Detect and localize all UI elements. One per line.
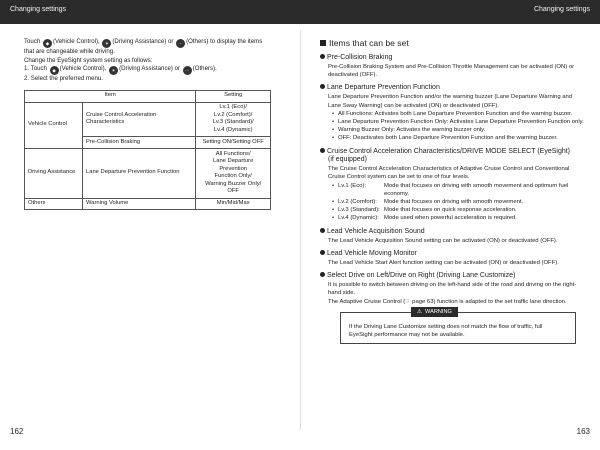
bullet-dot-icon xyxy=(320,54,325,59)
intro-text-part: Change the EyeSight system setting as follows: xyxy=(24,56,153,64)
list-item: • Lane Departure Prevention Function Only: Activates Lane Departure Prevention Function only. xyxy=(332,118,586,126)
level-key: • Lv.4 (Dynamic): xyxy=(332,214,384,222)
table-cell-setting xyxy=(196,148,271,198)
item-title xyxy=(320,271,586,280)
item-select-drive-side xyxy=(320,271,586,307)
step-text: (Driving Assistance) or xyxy=(119,65,182,73)
setting-line: OFF xyxy=(227,188,239,195)
bullet-dot-icon xyxy=(320,250,325,255)
level-key: • Lv.3 (Standard): xyxy=(332,206,384,214)
item-title-text: Pre-Collision Braking xyxy=(327,54,393,61)
item-title-text: Cruise Control Acceleration Characteristics/DRIVE MODE SELECT (EyeSight) xyxy=(327,147,571,155)
section-title-text: Items that can be set xyxy=(329,38,409,48)
page-divider xyxy=(300,30,301,430)
steering-icon: ✶ xyxy=(102,39,111,48)
table-cell-category: Driving Assistance xyxy=(25,148,83,198)
level-key: • Lv.2 (Comfort): xyxy=(332,198,384,206)
list-item xyxy=(332,182,586,198)
list-item: • OFF: Deactivates both Lane Departure Prevention Function and the warning buzzer. xyxy=(332,134,586,142)
setting-line: Lv.3 (Standard)/ xyxy=(212,119,254,126)
level-value: Mode used when powerful acceleration is required. xyxy=(384,215,517,222)
table-cell-item: Cruise Control Acceleration Characteristics xyxy=(83,102,196,137)
level-value: Mode that focuses on quick response acceleration. xyxy=(384,207,517,214)
list-item xyxy=(332,206,586,214)
intro-text-part: that are changeable while driving. xyxy=(24,48,115,55)
intro-text-part: (Others) to display the items xyxy=(186,38,263,45)
table-row xyxy=(25,148,271,198)
item-title xyxy=(320,53,586,62)
item-description: It is possible to switch between driving on the left-hand side of the road and driving on the right-hand side. xyxy=(328,282,577,297)
settings-table xyxy=(24,90,271,211)
table-header-row xyxy=(25,90,271,102)
header-right-title: Changing settings xyxy=(533,6,590,13)
table-cell-setting: Setting ON/Setting OFF xyxy=(196,137,271,149)
item-title-text: Select Drive on Left/Drive on Right (Driving Lane Customize) xyxy=(327,272,516,280)
warning-triangle-icon: ⚠ xyxy=(417,308,423,315)
item-title-text: Lane Departure Prevention Function xyxy=(327,84,440,92)
warning-box xyxy=(340,308,576,344)
item-description: The Lead Vehicle Acquisition Sound setting can be activated (ON) or deactivated (OFF). xyxy=(328,237,558,244)
list-item xyxy=(332,214,586,222)
dots-icon: ⋯ xyxy=(176,39,185,48)
table-cell-setting: Min/Mid/Max xyxy=(196,198,271,210)
square-bullet-icon xyxy=(320,40,326,46)
bullet-dot-icon xyxy=(320,272,325,277)
setting-line: Warning Buzzer Only/ xyxy=(205,180,262,187)
page-number-right: 163 xyxy=(576,427,590,436)
table-cell-category: Others xyxy=(25,198,83,210)
item-description: The Adaptive Cruise Control (☞ page 63) function is adapted to the set traffic lane direction. xyxy=(328,299,567,306)
page-number-left: 162 xyxy=(10,427,24,436)
item-title-text: Lead Vehicle Acquisition Sound xyxy=(327,227,425,235)
table-row xyxy=(25,102,271,137)
setting-line: All Functions/ xyxy=(215,150,251,157)
list-item: • All Functions: Activates both Lane Departure Prevention Function and the warning buzzer. xyxy=(332,110,586,118)
table-cell-setting xyxy=(196,102,271,137)
intro-text-part: (Vehicle Control), xyxy=(52,38,102,45)
table-cell-item: Warning Volume xyxy=(83,198,196,210)
item-lead-vehicle-moving-monitor xyxy=(320,249,586,267)
item-pre-collision-braking xyxy=(320,53,586,79)
setting-line: Lv.4 (Dynamic) xyxy=(213,126,253,133)
warning-label: WARNING xyxy=(425,308,452,315)
car-icon: ◆ xyxy=(50,66,59,75)
item-description: The Lead Vehicle Start Alert function setting can be activated (ON) or deactivated (OFF). xyxy=(328,259,559,266)
bullet-dot-icon xyxy=(320,148,325,153)
warning-text: If the Driving Lane Customize setting does not match the flow of traffic, full EyeSight performance may not be available. xyxy=(349,323,543,338)
warning-badge xyxy=(411,307,458,317)
table-cell-category: Vehicle Control xyxy=(25,102,83,148)
step-text: 1. Touch xyxy=(24,65,49,73)
table-cell-item: Pre-Collision Braking xyxy=(83,137,196,149)
intro-text-part: (Driving Assistance) or xyxy=(112,38,176,45)
item-cruise-control xyxy=(320,147,586,223)
car-icon: ◆ xyxy=(43,39,52,48)
intro-text xyxy=(24,38,282,84)
setting-line: Lv.2 (Comfort)/ xyxy=(214,111,253,118)
item-title-text: Lead Vehicle Moving Monitor xyxy=(327,249,417,257)
step-text: (Others). xyxy=(192,65,217,73)
item-title xyxy=(320,147,586,156)
item-description: Lane Departure Prevention Function and/or the warning buzzer (Lane Departure Warning and Lane Sway Warning) can be activated (ON) or deactivated (OFF). xyxy=(328,94,573,109)
step-text: (Vehicle Control), xyxy=(59,65,109,73)
right-page xyxy=(320,38,586,344)
level-list xyxy=(320,182,586,223)
option-list xyxy=(320,110,586,143)
item-lead-vehicle-acquisition xyxy=(320,227,586,245)
level-value: Mode that focuses on driving with smooth movement. xyxy=(384,199,524,206)
setting-line: Lane Departure Prevention xyxy=(213,158,254,172)
intro-text-part: Touch xyxy=(24,38,42,45)
level-value: Mode that focuses on driving with smooth movement and optimum fuel economy. xyxy=(384,182,569,197)
table-row xyxy=(25,198,271,210)
list-item xyxy=(332,198,586,206)
item-description: The Cruise Control Acceleration Characteristics of Adaptive Cruise Control and Conventional Cruise Control system can be set to one of four levels. xyxy=(328,166,570,181)
section-title xyxy=(320,38,586,49)
left-page xyxy=(24,38,282,210)
item-description: Pre-Collision Braking System and Pre-Collision Throttle Management can be activated (ON) or deactivated (OFF). xyxy=(328,64,575,79)
level-key: • Lv.1 (Eco): xyxy=(332,182,384,198)
step-text: 2. Select the preferred menu. xyxy=(24,75,103,83)
item-title-sub: (if equipped) xyxy=(328,155,367,163)
col-header-setting: Setting xyxy=(196,90,271,102)
header-left-title: Changing settings xyxy=(10,6,67,13)
page-header xyxy=(0,0,600,24)
table-cell-item: Lane Departure Prevention Function xyxy=(83,148,196,198)
item-title xyxy=(320,249,586,258)
col-header-item: Item xyxy=(25,90,196,102)
bullet-dot-icon xyxy=(320,228,325,233)
item-title xyxy=(320,83,586,92)
item-title xyxy=(320,227,586,236)
setting-line: Lv.1 (Eco)/ xyxy=(219,104,247,111)
bullet-dot-icon xyxy=(320,84,325,89)
setting-line: Function Only/ xyxy=(214,173,252,180)
list-item: • Warning Buzzer Only: Activates the warning buzzer only. xyxy=(332,126,586,134)
steering-icon: ✶ xyxy=(109,66,118,75)
item-lane-departure-prevention xyxy=(320,83,586,142)
dots-icon: ⋯ xyxy=(183,66,192,75)
